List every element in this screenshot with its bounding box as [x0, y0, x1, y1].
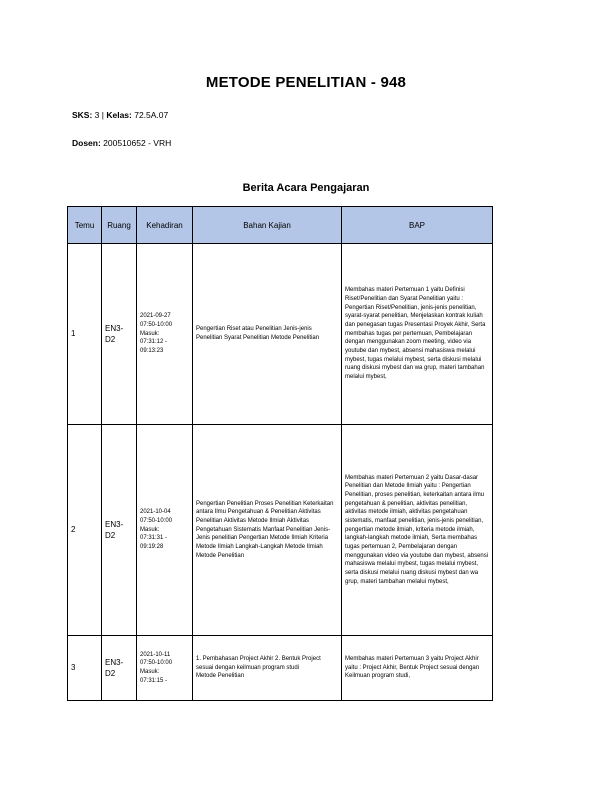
kelas-value: 72.5A.07 — [131, 110, 169, 120]
cell-ruang: EN3- D2 — [102, 425, 137, 636]
column-header-ruang: Ruang — [102, 207, 137, 244]
kelas-label: Kelas: — [106, 110, 132, 120]
table-row — [68, 244, 493, 425]
cell-bahan-kajian: Pengertian Penelitian Proses Penelitian Keterkaitan antara Ilmu Pengetahuan & Penelitian Aktivitas Penelitian Aktivitas Metode Ilmiah Aktivitas Pengetahuan Sistematis Manfaat Penelitian Jenis-Jenis penelitian Pengertian Metode Ilmiah Kriteria Metode Ilmiah Langkah-Langkah Metode Ilmiah Metode Penelitian — [193, 425, 342, 636]
table-row — [68, 636, 493, 701]
cell-bap: Membahas materi Pertemuan 2 yaitu Dasar-dasar Penelitian dan Metode Ilmiah yaitu : Pengertian Penelitian, proses penelitian, keterkaitan antara ilmu pengetahuan & penelitian, aktivitas penelitian, aktivitas metode ilmiah, aktivitas pengetahuan sistematis, manfaat penelitian, jenis-jenis penelitian, pengertian metode ilmiah, kriteria metode ilmiah, langkah-langkah metode ilmiah, Serta membahas tugas pertemuan 2, Pembelajaran dengan menggunakan video via youtube dan mybest, absensi mahasiswa melalui mybest, tugas melalui mybest, serta diskusi melalui ruang diskusi mybest dan wa grup, materi tambahan melalui mybest, — [342, 425, 493, 636]
bap-table — [67, 206, 493, 701]
dosen-value: 200510652 - VRH — [100, 138, 172, 148]
lecturer-info — [72, 138, 171, 148]
cell-temu: 1 — [68, 244, 102, 425]
cell-kehadiran: 2021-09-27 07:50-10:00 Masuk: 07:31:12 - 09:13:23 — [137, 244, 193, 425]
cell-temu: 2 — [68, 425, 102, 636]
column-header-bahan-kajian: Bahan Kajian — [193, 207, 342, 244]
column-header-bap: BAP — [342, 207, 493, 244]
cell-bap: Membahas materi Pertemuan 3 yaitu Project Akhir yaitu : Project Akhir, Bentuk Project sesuai dengan Keilmuan program studi, — [342, 636, 493, 701]
dosen-label: Dosen: — [72, 138, 101, 148]
sks-value: 3 | — [92, 110, 107, 120]
cell-bahan-kajian: 1. Pembahasan Project Akhir 2. Bentuk Project sesuai dengan keilmuan program studi Metode Penelitian — [193, 636, 342, 701]
section-title: Berita Acara Pengajaran — [242, 182, 370, 194]
column-header-temu: Temu — [68, 207, 102, 244]
cell-temu: 3 — [68, 636, 102, 701]
table-header-row — [68, 207, 493, 244]
column-header-kehadiran: Kehadiran — [137, 207, 193, 244]
sks-label: SKS: — [72, 110, 93, 120]
document-title: METODE PENELITIAN - 948 — [205, 74, 407, 91]
cell-kehadiran: 2021-10-11 07:50-10:00 Masuk: 07:31:15 - — [137, 636, 193, 701]
table-row — [68, 425, 493, 636]
cell-ruang: EN3- D2 — [102, 636, 137, 701]
cell-bap: Membahas materi Pertemuan 1 yaitu Definisi Riset/Penelitian dan Syarat Penelitian yaitu : Pengertian Riset/Penelitian, jenis-jenis penelitian, syarat-syarat penelitian, Menjelaskan kontrak kuliah dan penegasan tugas Presentasi Proyek Akhir, Serta membahas tugas per pertemuan, Pembelajaran dengan menggunakan zoom meeting, video via youtube dan mybest, absensi mahasiswa melalui mybest, tugas melalui mybest, serta diskusi melalui ruang diskusi mybest dan wa grup, materi tambahan melalui mybest, — [342, 244, 493, 425]
cell-kehadiran: 2021-10-04 07:50-10:00 Masuk: 07:31:31 - 09:19:28 — [137, 425, 193, 636]
course-info — [72, 110, 168, 120]
cell-bahan-kajian: Pengertian Riset atau Penelitian Jenis-jenis Penelitian Syarat Penelitian Metode Penelitian — [193, 244, 342, 425]
cell-ruang: EN3- D2 — [102, 244, 137, 425]
